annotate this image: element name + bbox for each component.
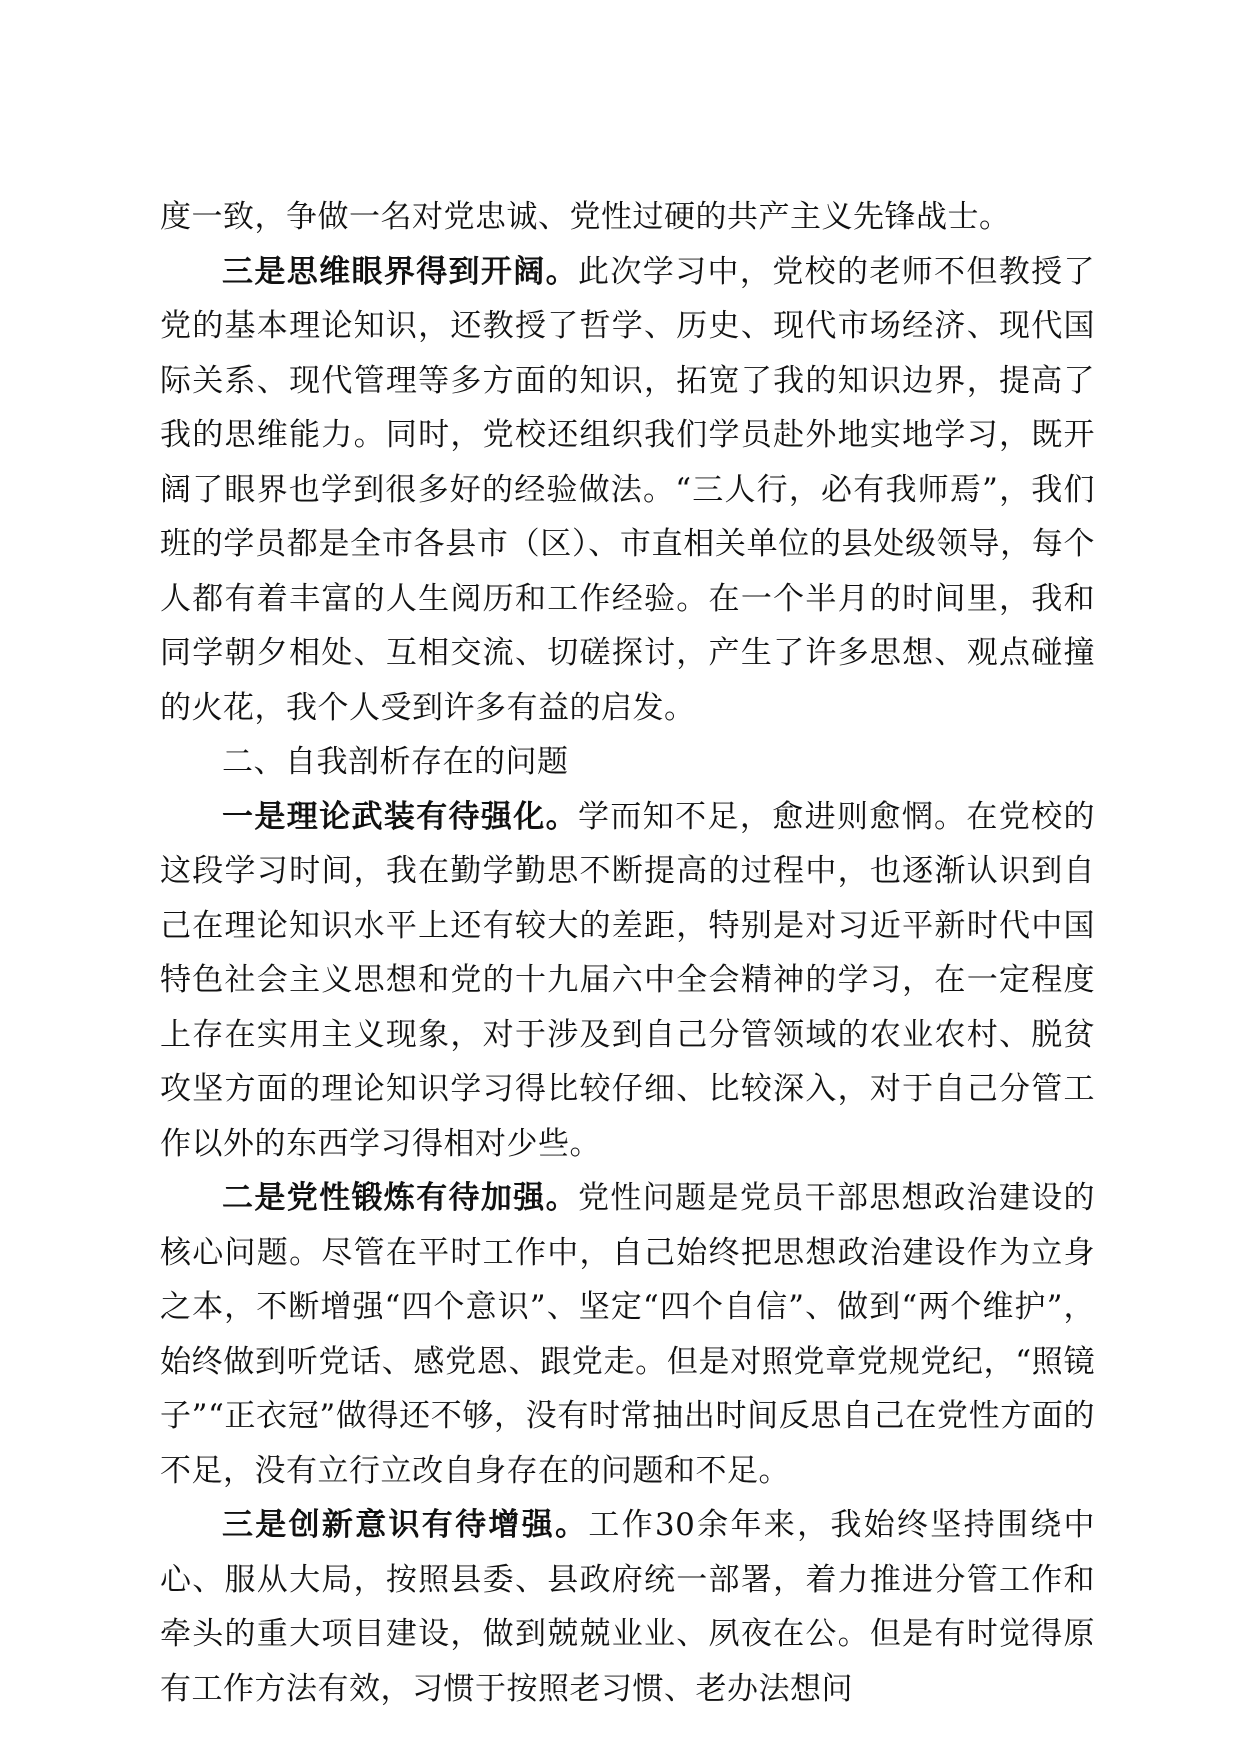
paragraph-lead: 一是理论武装有待强化。 [222,798,579,835]
section-heading-self-analysis: 二、自我剖析存在的问题 [222,744,569,780]
paragraph-text: 工作30余年来，我始终坚持围绕中心、服从大局，按照县委、县政府统一部署，着力推进分管工作和牵头的重大项目建设，做到兢兢业业、夙夜在公。但是有时觉得原有工作方法有效，习惯于按照老习惯、老办法想问 [160,1507,1095,1707]
paragraph-party-spirit [160,1171,1095,1498]
paragraph-continuation [160,190,1095,245]
paragraph-theory [160,790,1095,1172]
paragraph-lead: 二是党性锻炼有待加强。 [222,1180,579,1216]
paragraph-text: 党性问题是党员干部思想政治建设的核心问题。尽管在平时工作中，自己始终把思想政治建设作为立身之本，不断增强“四个意识”、坚定“四个自信”、做到“两个维护”，始终做到听党话、感党恩、跟党走。但是对照党章党规党纪，“照镜子”“正衣冠”做得还不够，没有时常抽出时间反思自己在党性方面的不足，没有立行立改自身存在的问题和不足。 [160,1180,1096,1489]
paragraph-broadened-horizons [160,245,1095,736]
paragraph-innovation [160,1498,1095,1716]
paragraph-text: 此次学习中，党校的老师不但教授了党的基本理论知识，还教授了哲学、历史、现代市场经济、现代国际关系、现代管理等多方面的知识，拓宽了我的知识边界，提高了我的思维能力。同时，党校还组织我们学员赴外地实地学习，既开阔了眼界也学到很多好的经验做法。“三人行，必有我师焉”，我们班的学员都是全市各县市（区）、市直相关单位的县处级领导，每个人都有着丰富的人生阅历和工作经验。在一个半月的时间里，我和同学朝夕相处、互相交流、切磋探讨，产生了许多思想、观点碰撞的火花，我个人受到许多有益的启发。 [160,253,1096,726]
paragraph-text: 学而知不足，愈进则愈惘。在党校的这段学习时间，我在勤学勤思不断提高的过程中，也逐渐认识到自己在理论知识水平上还有较大的差距，特别是对习近平新时代中国特色社会主义思想和党的十九届六中全会精神的学习，在一定程度上存在实用主义现象，对于涉及到自己分管领域的农业农村、脱贫攻坚方面的理论知识学习得比较仔细、比较深入，对于自己分管工作以外的东西学习得相对少些。 [160,798,1096,1162]
paragraph-text: 度一致，争做一名对党忠诚、党性过硬的共产主义先锋战士。 [160,199,1011,235]
document-page [160,190,1095,1716]
paragraph-lead: 三是思维眼界得到开阔。 [222,253,579,290]
paragraph-lead: 三是创新意识有待增强。 [222,1507,589,1543]
